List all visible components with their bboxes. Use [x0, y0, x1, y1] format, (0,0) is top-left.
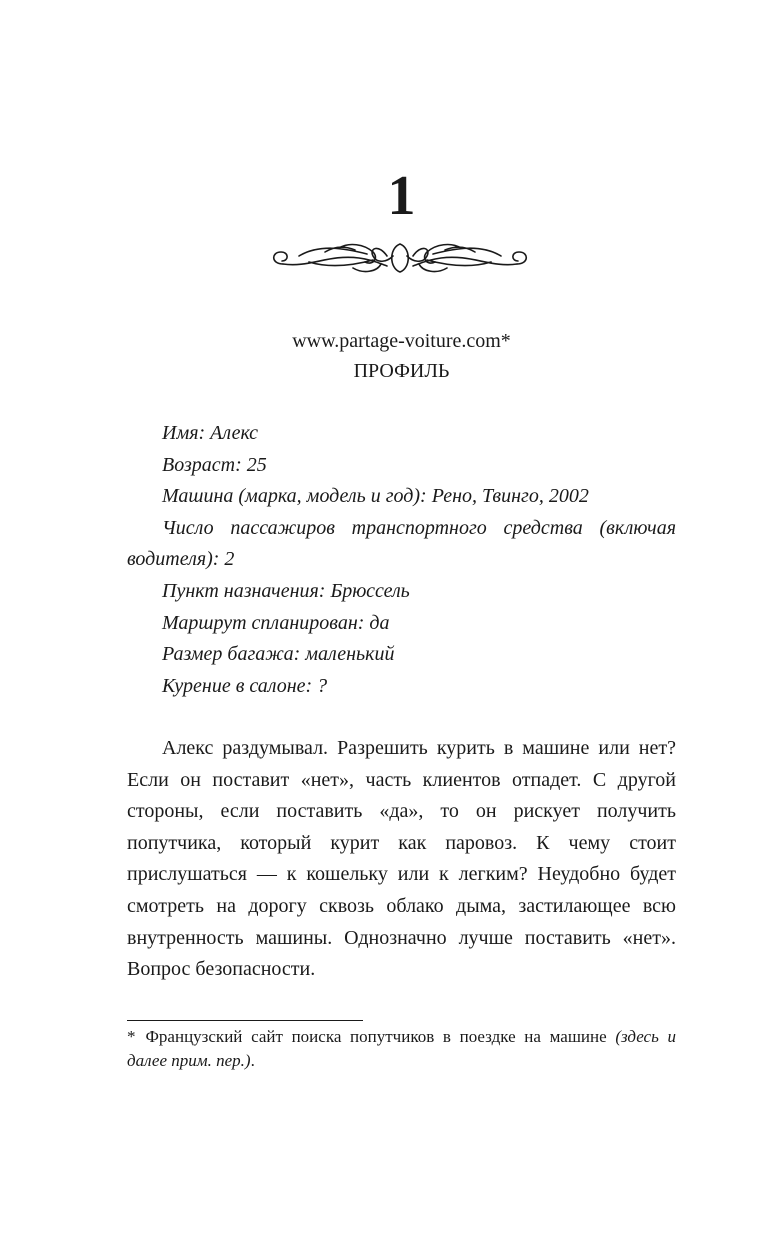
profile-line-age: Возраст: 25	[162, 453, 267, 476]
footnote-note: (здесь и далее прим. пер.)	[127, 1027, 677, 1070]
site-url: www.partage-voiture.com*	[292, 330, 511, 352]
profile-block	[127, 418, 676, 702]
body-paragraph: Алекс раздумывал. Разрешить курить в машине или нет? Если он поставит «нет», часть клиентов отпадет. С другой стороны, если поставить «да», то он рискует получить попутчика, который курит как паровоз. К чему стоит прислушаться — к кошельку или к легким? Неудобно будет смотреть на дорогу сквозь облако дыма, застилающее всю внутренность машины. Однозначно лучше поставить «нет». Вопрос безопасности.	[127, 737, 676, 981]
chapter-number: 1	[387, 165, 416, 227]
footnote-end: .	[250, 1051, 255, 1070]
footnote-divider	[127, 1020, 363, 1021]
footnote	[127, 1025, 676, 1073]
profile-line-luggage: Размер багажа: маленький	[162, 643, 395, 666]
profile-line-car: Машина (марка, модель и год): Рено, Твинго, 2002	[162, 485, 589, 508]
profile-line-passengers: Число пассажиров транспортного средства (включая водителя): 2	[127, 516, 676, 571]
book-page	[127, 0, 676, 1241]
profile-line-smoking: Курение в салоне: ?	[162, 674, 328, 697]
profile-line-route: Маршрут спланирован: да	[162, 611, 390, 634]
flourish-divider-icon	[269, 234, 531, 280]
footnote-text: Французский сайт поиска попутчиков в поездке на машине	[145, 1027, 607, 1046]
chapter-heading	[127, 326, 676, 386]
section-title: ПРОФИЛЬ	[353, 360, 450, 382]
profile-line-destination: Пункт назначения: Брюссель	[162, 579, 410, 602]
profile-line-name: Имя: Алекс	[162, 422, 258, 444]
footnote-mark: *	[127, 1027, 136, 1046]
body-text	[127, 733, 676, 986]
